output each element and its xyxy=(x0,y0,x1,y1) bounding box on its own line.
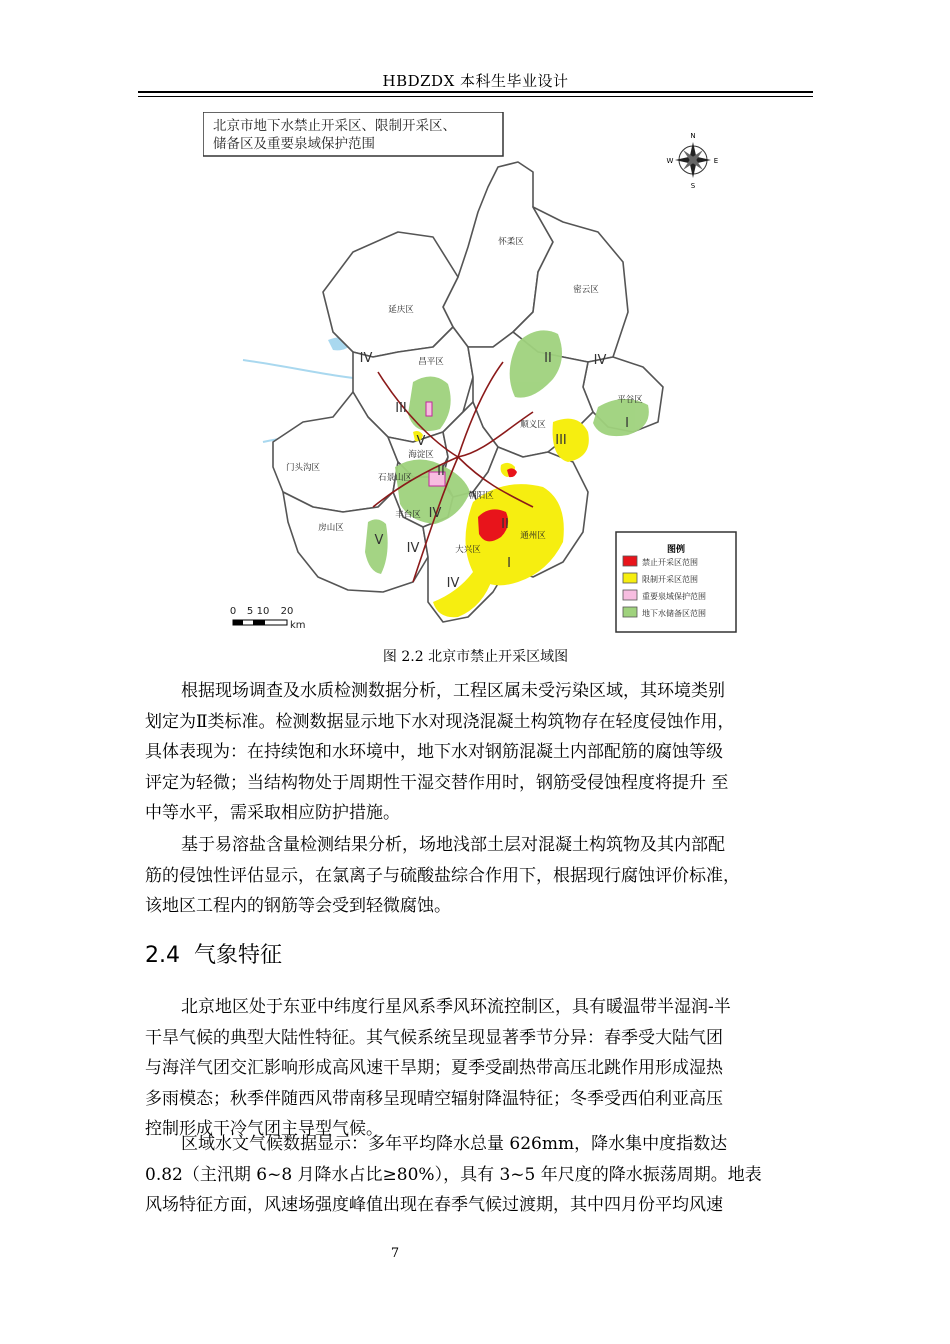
svg-text:IV: IV xyxy=(446,576,460,591)
label-miyun: 密云区 xyxy=(573,285,599,295)
svg-text:I: I xyxy=(625,416,629,431)
beijing-groundwater-map xyxy=(203,112,738,634)
label-chaoyang: 朝阳区 xyxy=(468,491,494,501)
running-header: HBDZDX 本科生毕业设计 xyxy=(382,72,569,90)
text-line: 干旱气候的典型大陆性特征。其气候系统呈现显著季节分异：春季受大陆气团 xyxy=(145,1027,723,1048)
paragraph-environment xyxy=(145,676,813,829)
text-line: 多雨模态；秋季伴随西风带南移呈现晴空辐射降温特征；冬季受西伯利亚高压 xyxy=(145,1088,723,1109)
svg-text:0: 0 xyxy=(229,606,237,617)
svg-text:km: km xyxy=(290,620,306,631)
label-fangshan: 房山区 xyxy=(318,523,344,533)
text-line: 控制形成干冷气团主导型气候。 xyxy=(145,1119,383,1139)
map-title-line2: 储备区及重要泉域保护范围 xyxy=(213,136,375,152)
figure-caption: 图 2.2 北京市禁止开采区域图 xyxy=(382,649,569,665)
svg-text:S: S xyxy=(690,182,696,190)
text-line: 北京地区处于东亚中纬度行星风系季风环流控制区，具有暖温带半湿润-半 xyxy=(181,997,731,1017)
svg-text:W: W xyxy=(666,157,674,165)
label-pinggu: 平谷区 xyxy=(617,395,643,405)
text-line: 区域水文气候数据显示：多年平均降水总量 626mm，降水集中度指数达 xyxy=(181,1134,728,1154)
label-yanqing: 延庆区 xyxy=(388,305,414,315)
scale-bar xyxy=(230,606,306,631)
svg-text:E: E xyxy=(713,157,719,165)
legend-label: 限制开采区范围 xyxy=(642,575,698,584)
district-yanqing xyxy=(323,232,458,357)
text-line: 风场特征方面，风速场强度峰值出现在春季气候过渡期，其中四月份平均风速 xyxy=(145,1195,723,1215)
text-line: 划定为Ⅱ类标准。检测数据显示地下水对现浇混凝土构筑物存在轻度侵蚀作用， xyxy=(145,711,735,732)
svg-text:II: II xyxy=(501,517,509,532)
svg-text:20: 20 xyxy=(280,606,294,617)
label-huairou: 怀柔区 xyxy=(498,237,524,247)
page-number: 7 xyxy=(390,1246,400,1261)
label-haidian: 海淀区 xyxy=(408,450,434,460)
svg-text:V: V xyxy=(374,533,384,548)
text-line: 基于易溶盐含量检测结果分析，场地浅部土层对混凝土构筑物及其内部配 xyxy=(181,835,725,855)
legend-swatch xyxy=(623,556,637,566)
svg-text:V: V xyxy=(416,434,426,449)
svg-text:N: N xyxy=(690,132,696,140)
paragraph-corrosion xyxy=(145,830,813,922)
svg-text:IV: IV xyxy=(593,353,607,368)
header-rule-thick xyxy=(138,91,813,93)
svg-text:III: III xyxy=(395,401,407,416)
legend-swatch xyxy=(623,607,637,617)
svg-text:10: 10 xyxy=(256,606,270,617)
text-line: 具体表现为：在持续饱和水环境中，地下水对钢筋混凝土内部配筋的腐蚀等级 xyxy=(145,742,723,762)
label-tongzhou: 通州区 xyxy=(520,531,546,541)
text-line: 筋的侵蚀性评估显示，在氯离子与硫酸盐综合作用下，根据现行腐蚀评价标准， xyxy=(145,865,740,886)
paragraph-hydroclimate xyxy=(145,1129,813,1221)
svg-text:I: I xyxy=(507,556,511,571)
text-line: 评定为轻微；当结构物处于周期性干湿交替作用时，钢筋受侵蚀程度将提升 至 xyxy=(145,772,729,793)
legend-label: 重要泉域保护范围 xyxy=(642,592,706,601)
legend-label: 地下水储备区范围 xyxy=(642,609,706,618)
svg-text:IV: IV xyxy=(428,506,442,521)
label-mentougou: 门头沟区 xyxy=(285,463,321,473)
label-shijingshan: 石景山区 xyxy=(377,473,413,483)
label-fengtai: 丰台区 xyxy=(395,510,421,520)
svg-text:图例: 图例 xyxy=(666,545,686,555)
svg-text:II: II xyxy=(544,351,552,366)
map-legend xyxy=(616,532,736,632)
header-rule-thin xyxy=(138,96,813,97)
svg-text:II: II xyxy=(437,464,445,479)
text-line: 0.82（主汛期 6~8 月降水占比≥80%），具有 3~5 年尺度的降水振荡周期。地表 xyxy=(145,1164,762,1185)
text-line: 与海洋气团交汇影响形成高风速干旱期；夏季受副热带高压北跳作用形成湿热 xyxy=(145,1058,723,1078)
section-number: 2.4 xyxy=(145,943,180,968)
label-changping: 昌平区 xyxy=(418,357,444,367)
label-daxing: 大兴区 xyxy=(455,545,481,555)
map-title-box xyxy=(203,112,503,156)
map-title-line1: 北京市地下水禁止开采区、限制开采区、 xyxy=(213,118,456,134)
legend-swatch xyxy=(623,573,637,583)
text-line: 该地区工程内的钢筋等会受到轻微腐蚀。 xyxy=(145,896,451,916)
paragraph-climate xyxy=(145,992,813,1145)
text-line: 中等水平，需采取相应防护措施。 xyxy=(145,803,400,823)
svg-text:IV: IV xyxy=(359,351,373,366)
legend-swatch xyxy=(623,590,637,600)
svg-text:III: III xyxy=(555,433,567,448)
legend-label: 禁止开采区范围 xyxy=(642,558,698,567)
text-line: 根据现场调查及水质检测数据分析，工程区属未受污染区域，其环境类别 xyxy=(181,681,725,701)
svg-text:5: 5 xyxy=(246,606,254,617)
section-title: 气象特征 xyxy=(194,943,283,968)
compass-rose-icon xyxy=(667,132,719,190)
label-shunyi: 顺义区 xyxy=(520,420,546,430)
section-heading xyxy=(145,938,282,969)
svg-text:IV: IV xyxy=(406,541,420,556)
